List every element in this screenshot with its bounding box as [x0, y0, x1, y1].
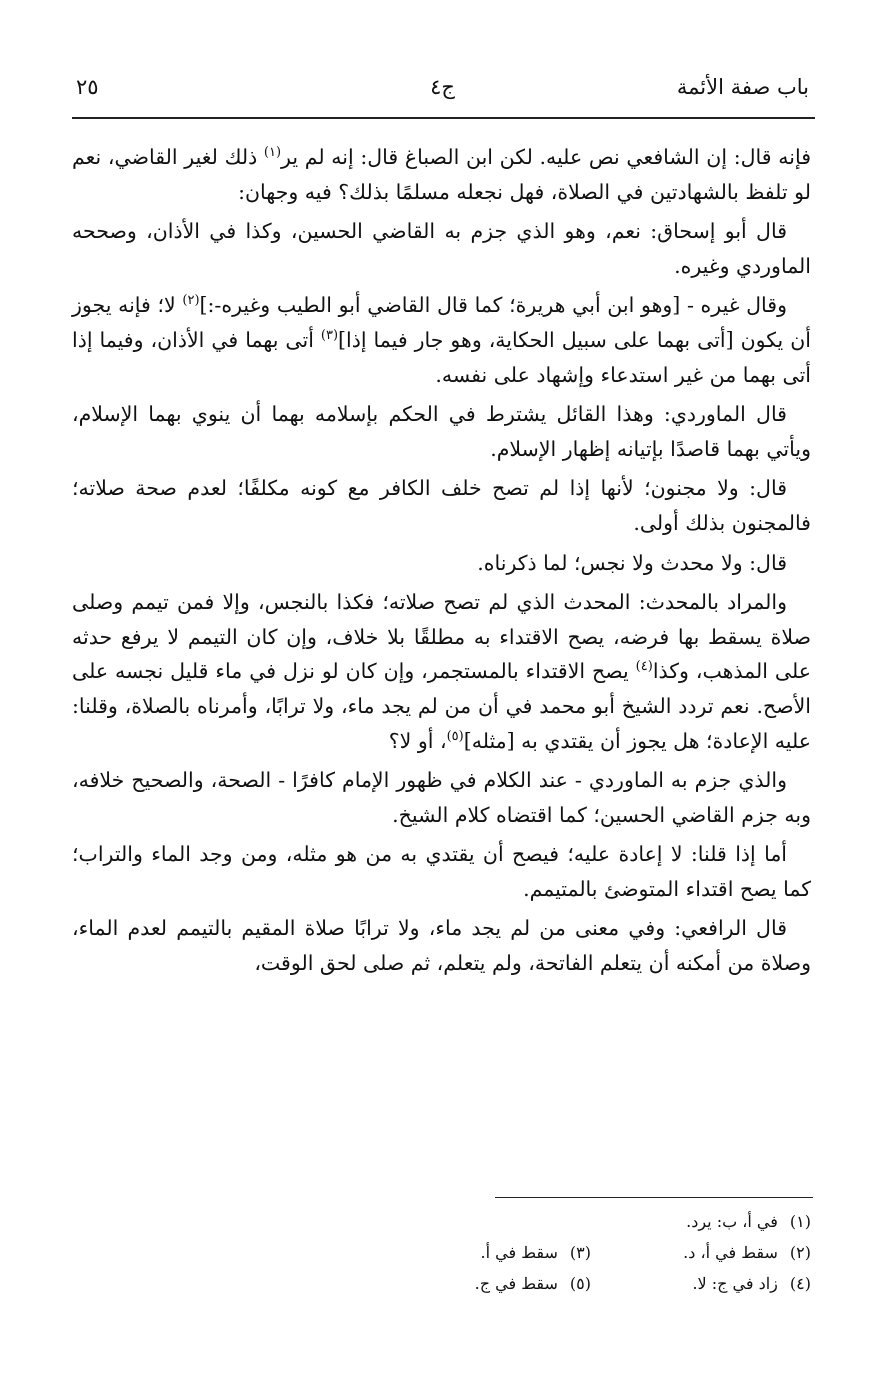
footnote-ref: (٤) [635, 659, 653, 675]
footnote-number: (٤) [789, 1274, 811, 1293]
text-run: لا؛ فإنه يجوز أن يكون [أتى بهما على سبيل الحكاية، وهو جار فيما إذا] [72, 293, 811, 352]
footnote-ref: (٥) [446, 728, 464, 744]
footnote-number: (٣) [569, 1243, 591, 1262]
footnote-item [371, 1237, 591, 1268]
text-run: والذي جزم به الماوردي - عند الكلام في ظهور الإمام كافرًا - الصحة، والصحيح خلافه، وبه جزم القاضي الحسين؛ كما اقتضاه كلام الشيخ. [72, 768, 811, 827]
paragraph [72, 837, 811, 906]
text-run: ذلك لغير القاضي، نعم لو تلفظ بالشهادتين في الصلاة، فهل نجعله مسلمًا بذلك؟ فيه وجهان: [72, 145, 811, 204]
text-run: فإنه قال: إن الشافعي نص عليه. لكن ابن الصباغ قال: إنه لم ير [281, 145, 811, 169]
footnote-row [200, 1237, 811, 1268]
footnote-number: (٢) [789, 1243, 811, 1262]
text-run: ، أو لا؟ [388, 728, 447, 753]
paragraph [72, 585, 811, 758]
paragraph [72, 763, 811, 832]
page-number: ٢٥ [76, 75, 99, 99]
paragraph [72, 471, 811, 540]
text-run: وقال غيره - [وهو ابن أبي هريرة؛ كما قال القاضي أبو الطيب وغيره-:] [199, 293, 787, 318]
page-header [76, 70, 809, 104]
header-divider [72, 117, 815, 119]
footnote-text: سقط في أ. [480, 1243, 558, 1262]
text-run: قال: ولا محدث ولا نجس؛ لما ذكرناه. [477, 550, 787, 575]
volume-label: ج٤ [430, 75, 455, 99]
footnote-text: في أ، ب: يرد. [686, 1212, 778, 1231]
text-run: أتى بهما في الأذان، وفيما إذا أتى بهما من غير استدعاء وإشهاد على نفسه. [72, 327, 811, 387]
paragraph [72, 546, 811, 581]
footnote-number: (٥) [569, 1274, 591, 1293]
text-run: قال الماوردي: وهذا القائل يشترط في الحكم بإسلامه بهما أن ينوي بهما الإسلام، ويأتي بهما قاصدًا بإتيانه إظهار الإسلام. [72, 402, 811, 461]
text-run: قال الرافعي: وفي معنى من لم يجد ماء، ولا ترابًا صلاة المقيم بالتيمم لعدم الماء، وصلاة من أمكنه أن يتعلم الفاتحة، ولم يتعلم، ثم صلى لحق الوقت، [72, 916, 811, 976]
paragraph [72, 911, 811, 980]
paragraph [72, 397, 811, 466]
footnote-ref: (١) [263, 145, 282, 161]
footnote-item [591, 1237, 811, 1268]
main-text [72, 140, 811, 986]
text-run: يصح الاقتداء بالمستجمر، وإن كان لو نزل في ماء قليل نجسه على الأصح. نعم تردد الشيخ أبو محمد في أن من لم يجد ماء، ولا ترابًا، وأمرناه بالصلاة، وقلنا: عليه الإعادة؛ هل يجوز أن يقتدي به [مثله] [72, 659, 811, 753]
footnote-item [591, 1206, 811, 1237]
paragraph [72, 214, 811, 283]
footnote-row [200, 1206, 811, 1237]
footnote-item [371, 1268, 591, 1299]
footnote-ref: (٢) [182, 293, 200, 309]
footnote-row [200, 1268, 811, 1299]
paragraph [72, 140, 811, 209]
text-run: قال أبو إسحاق: نعم، وهو الذي جزم به القاضي الحسين، وكذا في الأذان، وصححه الماوردي وغيره. [72, 219, 811, 278]
footnote-divider [495, 1197, 813, 1198]
text-run: أما إذا قلنا: لا إعادة عليه؛ فيصح أن يقتدي به من هو مثله، ومن وجد الماء والتراب؛ كما يصح اقتداء المتوضئ بالمتيمم. [72, 842, 811, 901]
footnote-ref: (٣) [320, 328, 339, 344]
text-run: والمراد بالمحدث: المحدث الذي لم تصح صلاته؛ فكذا بالنجس، وإلا فمن تيمم وصلى صلاة يسقط بها فرضه، يصح الاقتداء به مطلقًا بلا خلاف، وإن كان التيمم لا يرفع حدثه على المذهب، وكذا [72, 590, 811, 684]
footnotes [200, 1206, 811, 1299]
footnote-text: زاد في ج: لا. [692, 1274, 778, 1293]
paragraph [72, 288, 811, 392]
footnote-number: (١) [789, 1212, 811, 1231]
footnote-text: سقط في أ، د. [683, 1243, 778, 1262]
footnote-item [591, 1268, 811, 1299]
text-run: قال: ولا مجنون؛ لأنها إذا لم تصح خلف الكافر مع كونه مكلفًا؛ لعدم صحة صلاته؛ فالمجنون بذلك أولى. [72, 476, 811, 535]
footnote-text: سقط في ج. [474, 1274, 558, 1293]
chapter-title: باب صفة الأئمة [676, 75, 809, 99]
